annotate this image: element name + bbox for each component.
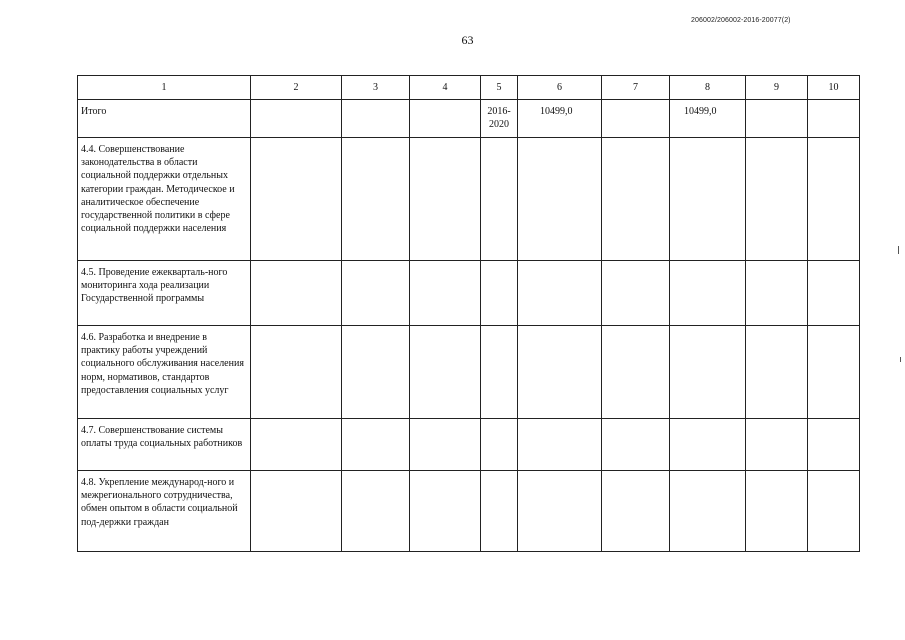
table-cell — [808, 326, 860, 419]
column-header: 7 — [602, 76, 670, 100]
table-cell — [251, 100, 342, 138]
table-row — [78, 326, 860, 419]
column-header: 10 — [808, 76, 860, 100]
table-cell — [481, 326, 518, 419]
table-row-total — [78, 100, 860, 138]
table-cell — [518, 419, 602, 471]
table-cell — [670, 471, 746, 552]
table-cell — [342, 100, 410, 138]
table-cell — [481, 261, 518, 326]
table-cell — [602, 471, 670, 552]
program-table — [77, 75, 860, 552]
row-title: 4.8. Укрепление международ-ного и межрегионального сотрудничества, обмен опытом в области социальной под-держки граждан — [78, 471, 251, 552]
table-cell — [602, 419, 670, 471]
table-cell — [410, 261, 481, 326]
table-cell — [251, 261, 342, 326]
column-header: 5 — [481, 76, 518, 100]
table-cell — [602, 326, 670, 419]
table-cell — [518, 471, 602, 552]
column-header: 4 — [410, 76, 481, 100]
table-cell — [746, 326, 808, 419]
table-cell — [481, 471, 518, 552]
document-id: 206002/206002-2016-20077(2) — [691, 17, 791, 24]
column-header: 9 — [746, 76, 808, 100]
table-cell — [670, 419, 746, 471]
table-cell — [808, 261, 860, 326]
table-row — [78, 261, 860, 326]
table-cell — [670, 326, 746, 419]
table-cell — [746, 100, 808, 138]
table-cell — [746, 261, 808, 326]
scan-speck — [898, 246, 899, 254]
table-cell — [808, 471, 860, 552]
row-title: 4.7. Совершенствование системы оплаты труда социальных работников — [78, 419, 251, 471]
table-cell — [410, 100, 481, 138]
row-title: 4.5. Проведение ежекварталь-ного мониторинга хода реализации Государственной программы — [78, 261, 251, 326]
table-cell — [746, 471, 808, 552]
page-number: 63 — [461, 33, 474, 47]
table-cell — [670, 138, 746, 261]
column-header: 3 — [342, 76, 410, 100]
table-cell — [410, 138, 481, 261]
table-cell — [251, 138, 342, 261]
table-cell — [602, 138, 670, 261]
table-cell — [251, 326, 342, 419]
table-cell — [251, 419, 342, 471]
row-title: 4.6. Разработка и внедрение в практику работы учреждений социального обслуживания населения норм, нормативов, стандартов предоставления социальных услуг — [78, 326, 251, 419]
table-row — [78, 138, 860, 261]
table-cell — [251, 471, 342, 552]
column-header: 8 — [670, 76, 746, 100]
amount-cell: 10499,0 — [518, 100, 602, 138]
table-cell — [518, 261, 602, 326]
column-header: 6 — [518, 76, 602, 100]
table-cell — [670, 261, 746, 326]
table-cell — [746, 419, 808, 471]
table-cell — [342, 138, 410, 261]
table-cell — [808, 419, 860, 471]
period-cell: 2016- 2020 — [481, 100, 518, 138]
table-row — [78, 419, 860, 471]
table-cell — [746, 138, 808, 261]
table-cell — [481, 419, 518, 471]
column-header: 1 — [78, 76, 251, 100]
table-cell — [410, 471, 481, 552]
row-title: 4.4. Совершенствование законодательства в области социальной поддержки отдельных категории граждан. Методическое и аналитическое обеспечение государственной политики в сфере социальной поддержки населения — [78, 138, 251, 261]
table-cell — [481, 138, 518, 261]
row-title: Итого — [78, 100, 251, 138]
table-cell — [342, 471, 410, 552]
table-cell — [342, 261, 410, 326]
table-cell — [342, 326, 410, 419]
amount-cell: 10499,0 — [670, 100, 746, 138]
column-header: 2 — [251, 76, 342, 100]
scan-speck — [900, 357, 901, 362]
table-cell — [808, 138, 860, 261]
table-cell — [518, 326, 602, 419]
table-cell — [602, 261, 670, 326]
table-cell — [410, 419, 481, 471]
table-cell — [518, 138, 602, 261]
table-cell — [342, 419, 410, 471]
table-cell — [808, 100, 860, 138]
table-cell — [410, 326, 481, 419]
table-row — [78, 471, 860, 552]
table-cell — [602, 100, 670, 138]
header-row — [78, 76, 860, 100]
